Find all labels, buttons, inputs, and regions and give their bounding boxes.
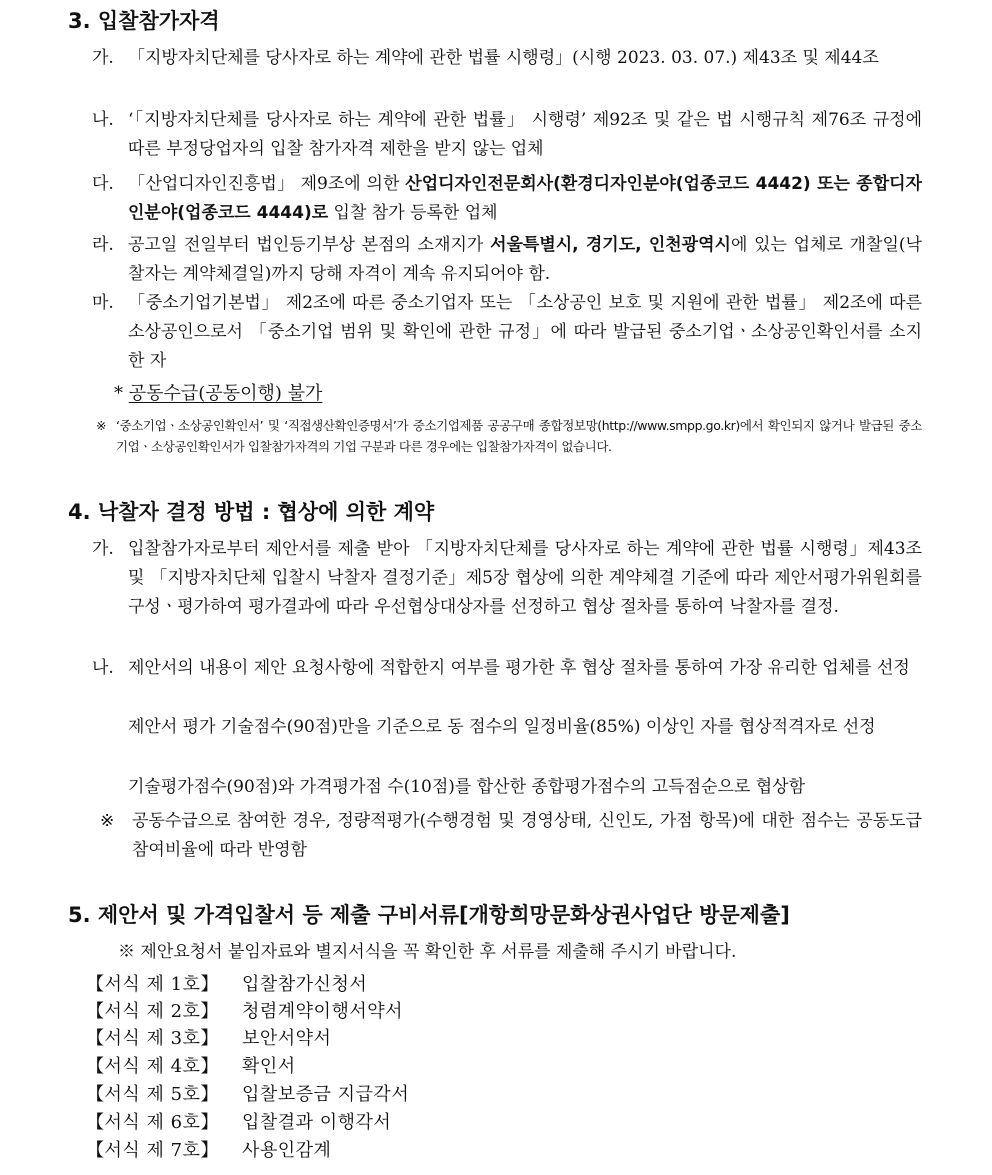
form-name: 사용인감계: [242, 1140, 332, 1161]
section-4-note: [100, 807, 922, 865]
form-code: 【서식 제 6호】: [86, 1112, 219, 1133]
form-code: 【서식 제 7호】: [86, 1140, 219, 1161]
item-marker: 마.: [92, 293, 114, 313]
restriction-text: 공동수급(공동이행) 불가: [128, 383, 323, 404]
form-list-item: [86, 1109, 391, 1136]
form-list-item: [86, 971, 367, 998]
section-3-item-ra: [92, 231, 922, 289]
form-list-item: [86, 1137, 331, 1164]
item-text: [128, 170, 922, 228]
item-text: 제안서의 내용이 제안 요청사항에 적합한지 여부를 평가한 후 협상 절차를 통하여 가장 유리한 업체를 선정: [128, 658, 910, 678]
asterisk-marker: *: [114, 383, 123, 404]
note-text: 공동수급으로 참여한 경우, 정량적평가(수행경험 및 경영상태, 신인도, 가점 항목)에 대한 점수는 공동도급 참여비율에 따라 반영함: [132, 811, 922, 860]
item-marker: 라.: [92, 235, 114, 255]
form-name: 입찰결과 이행각서: [242, 1112, 392, 1133]
form-list-item: [86, 1025, 331, 1052]
section-3-item-ga: [92, 44, 922, 73]
item-marker: 가.: [92, 539, 114, 559]
item-marker: 나.: [92, 110, 114, 130]
item-text: ‘「지방자치단체를 당사자로 하는 계약에 관한 법률」 시행령’ 제92조 및 같은 법 시행규칙 제76조 규정에 따른 부정당업자의 입찰 참가자격 제한을 받지 않는 업체: [128, 110, 922, 159]
form-list-item: [86, 1053, 296, 1080]
joint-bid-restriction: [114, 381, 322, 407]
combined-score-paragraph: 기술평가점수(90점)와 가격평가점 수(10점)를 합산한 종합평가점수의 고득점순으로 협상함: [128, 777, 805, 797]
item-marker: 나.: [92, 658, 114, 678]
reference-mark-icon: ※: [100, 811, 115, 831]
section-3-heading: 3. 입찰참가자격: [68, 9, 220, 33]
item-text-pre: 「산업디자인진흥법」 제9조에 의한: [128, 174, 406, 194]
item-text: 「지방자치단체를 당사자로 하는 계약에 관한 법률 시행령」(시행 2023. 03. 07.) 제43조 및 제44조: [128, 48, 879, 68]
item-marker: 다.: [92, 174, 114, 194]
item-text: 「중소기업기본법」 제2조에 따른 중소기업자 또는 「소상공인 보호 및 지원에 관한 법률」 제2조에 따른 소상공인으로서 「중소기업 범위 및 확인에 관한 규정」에 따라 발급된 중소기업ㆍ소상공인확인서를 소지한 자: [128, 293, 922, 371]
item-text-pre: 공고일 전일부터 법인등기부상 본점의 소재지가: [128, 235, 491, 255]
item-marker: 가.: [92, 48, 114, 68]
item-text-emphasis: 서울특별시, 경기도, 인천광역시: [490, 235, 731, 255]
form-list-item: [86, 1081, 409, 1108]
form-name: 청렴계약이행서약서: [242, 1001, 403, 1022]
section-4-item-ga: [92, 535, 922, 622]
item-text: 입찰참가자로부터 제안서를 제출 받아 「지방자치단체를 당사자로 하는 계약에 관한 법률 시행령」제43조 및 「지방자치단체 입찰시 낙찰자 결정기준」제5장 협상에 의한 계약체결 기준에 따라 제안서평가위원회를 구성ㆍ평가하여 평가결과에 따라 우선협상대상자를 선정하고 협상 절차를 통하여 낙찰자를 결정.: [128, 539, 922, 617]
form-code: 【서식 제 5호】: [86, 1084, 219, 1105]
form-code: 【서식 제 3호】: [86, 1028, 219, 1049]
item-text-post: 입찰 참가 등록한 업체: [328, 203, 498, 223]
section-3-item-ma: [92, 289, 922, 376]
item-text-emphasis: 산업디자인전문회사(환경디자인분야(업종코드 4442) 또는 종합디자인분야(업종코드 4444)로: [128, 174, 922, 223]
item-text-post: 에 있는 업체로 개찰일(낙찰자는 계약체결일)까지 당해 자격이 계속 유지되어야 함.: [128, 235, 922, 284]
reference-mark-icon: ※: [96, 418, 107, 433]
section-3-item-da: [92, 170, 922, 228]
section-3-note: [96, 415, 922, 457]
form-code: 【서식 제 4호】: [86, 1056, 219, 1077]
form-name: 확인서: [242, 1056, 296, 1077]
item-text: [128, 231, 922, 289]
note-text: ‘중소기업ㆍ소상공인확인서’ 및 ‘직접생산확인증명서’가 중소기업제품 공공구매 종합정보망(http://www.smpp.go.kr)에서 확인되지 않거나 발급된 중소기업ㆍ소상공인확인서가 입찰참가자격의 기업 구분과 다른 경우에는 입찰참가자격이 없습니다.: [116, 418, 922, 454]
form-name: 입찰보증금 지급각서: [242, 1084, 410, 1105]
form-name: 보안서약서: [242, 1028, 332, 1049]
form-code: 【서식 제 2호】: [86, 1001, 219, 1022]
section-5-heading: 5. 제안서 및 가격입찰서 등 제출 구비서류[개항희망문화상권사업단 방문제출]: [68, 903, 790, 927]
section-3-item-na: [92, 106, 922, 164]
section-5-intro: ※ 제안요청서 붙임자료와 별지서식을 꼭 확인한 후 서류를 제출해 주시기 바랍니다.: [118, 942, 737, 962]
form-code: 【서식 제 1호】: [86, 974, 219, 995]
section-4-item-na: [92, 654, 922, 683]
section-4-heading: 4. 낙찰자 결정 방법 : 협상에 의한 계약: [68, 500, 435, 524]
form-name: 입찰참가신청서: [242, 974, 368, 995]
form-list-item: [86, 998, 403, 1025]
technical-score-paragraph: 제안서 평가 기술점수(90점)만을 기준으로 동 점수의 일정비율(85%) 이상인 자를 협상적격자로 선정: [128, 717, 876, 737]
